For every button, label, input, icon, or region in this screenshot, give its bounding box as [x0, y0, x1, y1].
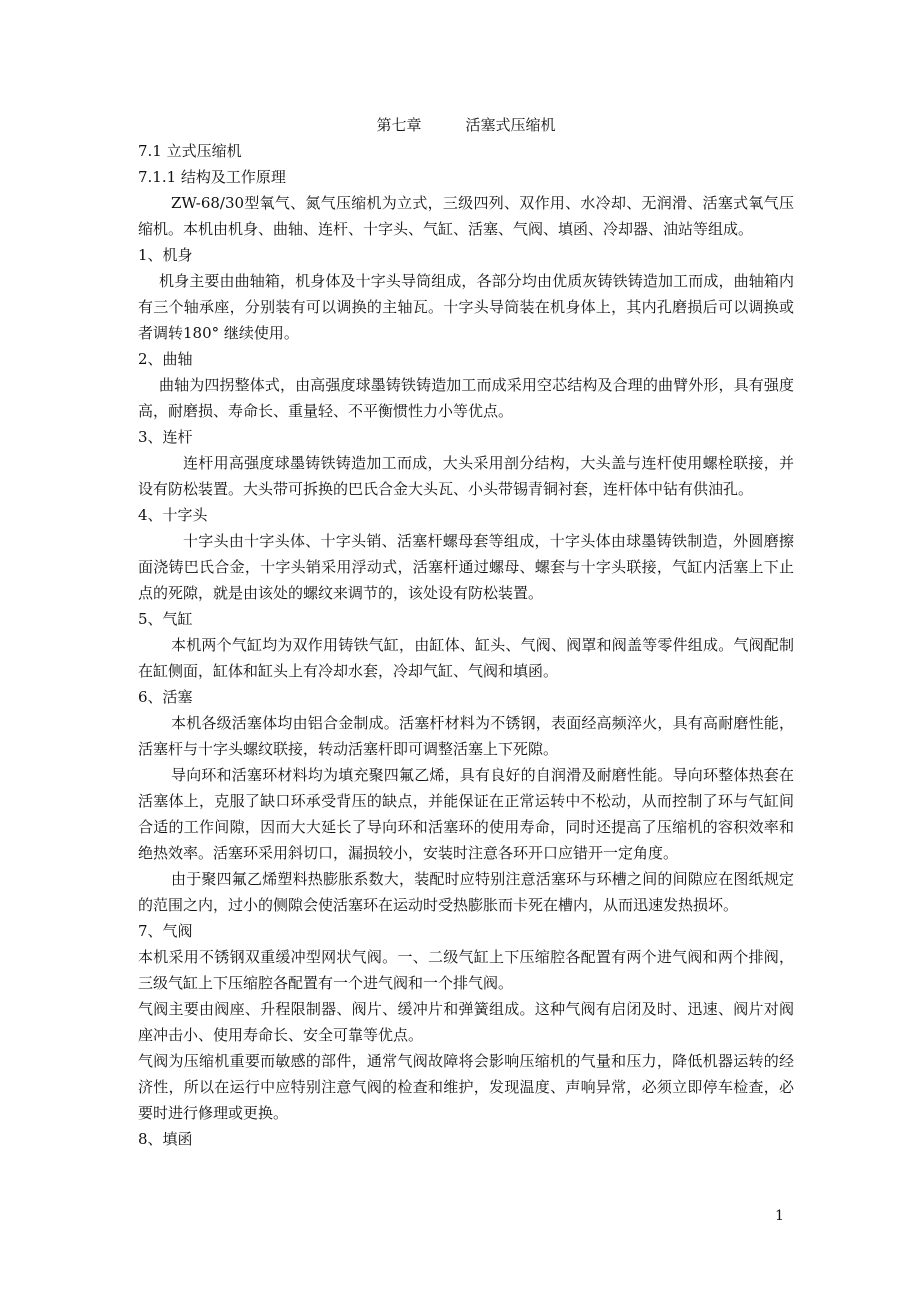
- subsection-heading: 7.1.1 结构及工作原理: [138, 168, 286, 186]
- part-heading-crosshead: 4、十字头: [138, 506, 208, 524]
- chapter-title: [138, 112, 794, 138]
- part-paragraph: 十字头由十字头体、十字头销、活塞杆螺母套等组成，十字头体由球墨铸铁制造，外圆磨擦面浇铸巴氏合金，十字头销采用浮动式，活塞杆通过螺母、螺套与十字头联接，气缸内活塞上下止点的死隙，就是由该处的螺纹来调节的，该处设有防松装置。: [138, 532, 794, 602]
- part-paragraph: 本机两个气缸均为双作用铸铁气缸，由缸体、缸头、气阀、阀罩和阀盖等零件组成。气阀配制在缸侧面，缸体和缸头上有冷却水套，冷却气缸、气阀和填函。: [138, 636, 794, 680]
- part-paragraph: 本机各级活塞体均由铝合金制成。活塞杆材料为不锈钢，表面经高频淬火，具有高耐磨性能，活塞杆与十字头螺纹联接，转动活塞杆即可调整活塞上下死隙。: [138, 714, 794, 758]
- page-number: 1: [775, 1208, 784, 1224]
- part-paragraph: 气阀为压缩机重要而敏感的部件，通常气阀故障将会影响压缩机的气量和压力，降低机器运转的经济性，所以在运行中应特别注意气阀的检查和维护，发现温度、声响异常，必须立即停车检查，必要时进行修理或更换。: [138, 1052, 794, 1122]
- part-heading-connecting-rod: 3、连杆: [138, 428, 193, 446]
- part-heading-packing: 8、填函: [138, 1130, 193, 1148]
- part-paragraph: 曲轴为四拐整体式，由高强度球墨铸铁铸造加工而成采用空芯结构及合理的曲臂外形，具有强度高，耐磨损、寿命长、重量轻、不平衡惯性力小等优点。: [138, 376, 794, 420]
- chapter-name: 活塞式压缩机: [465, 116, 556, 134]
- part-paragraph: 由于聚四氟乙烯塑料热膨胀系数大，装配时应特别注意活塞环与环槽之间的间隙应在图纸规定的范围之内，过小的侧隙会使活塞环在运动时受热膨胀而卡死在槽内，从而迅速发热损坏。: [138, 870, 794, 914]
- part-paragraph: 导向环和活塞环材料均为填充聚四氟乙烯，具有良好的自润滑及耐磨性能。导向环整体热套在活塞体上，克服了缺口环承受背压的缺点，并能保证在正常运转中不松动，从而控制了环与气缸间合适的工作间隙，因而大大延长了导向环和活塞环的使用寿命，同时还提高了压缩机的容积效率和绝热效率。活塞环采用斜切口，漏损较小，安装时注意各环开口应错开一定角度。: [138, 766, 794, 862]
- part-paragraph: 连杆用高强度球墨铸铁铸造加工而成，大头采用剖分结构，大头盖与连杆使用螺栓联接，并设有防松装置。大头带可拆换的巴氏合金大头瓦、小头带锡青铜衬套，连杆体中钻有供油孔。: [138, 454, 794, 498]
- section-heading: 7.1 立式压缩机: [138, 142, 242, 160]
- chapter-number: 第七章: [376, 116, 422, 134]
- part-heading-crankshaft: 2、曲轴: [138, 350, 193, 368]
- part-heading-cylinder: 5、气缸: [138, 610, 193, 628]
- part-paragraph: 本机采用不锈钢双重缓冲型网状气阀。一、二级气缸上下压缩腔各配置有两个进气阀和两个排阀，三级气缸上下压缩腔各配置有一个进气阀和一个排气阀。: [138, 948, 794, 992]
- document-body: [138, 112, 794, 1152]
- intro-paragraph: ZW-68/30型氧气、氮气压缩机为立式，三级四列、双作用、水冷却、无润滑、活塞式氧气压缩机。本机由机身、曲轴、连杆、十字头、气缸、活塞、气阀、填函、冷却器、油站等组成。: [138, 194, 794, 238]
- part-paragraph: 机身主要由曲轴箱，机身体及十字头导筒组成，各部分均由优质灰铸铁铸造加工而成，曲轴箱内有三个轴承座，分别装有可以调换的主轴瓦。十字头导筒装在机身体上，其内孔磨损后可以调换或者调转180° 继续使用。: [138, 272, 794, 342]
- part-heading-body: 1、机身: [138, 246, 193, 264]
- part-heading-valve: 7、气阀: [138, 922, 193, 940]
- part-heading-piston: 6、活塞: [138, 688, 193, 706]
- part-paragraph: 气阀主要由阀座、升程限制器、阀片、缓冲片和弹簧组成。这种气阀有启闭及时、迅速、阀片对阀座冲击小、使用寿命长、安全可靠等优点。: [138, 1000, 794, 1044]
